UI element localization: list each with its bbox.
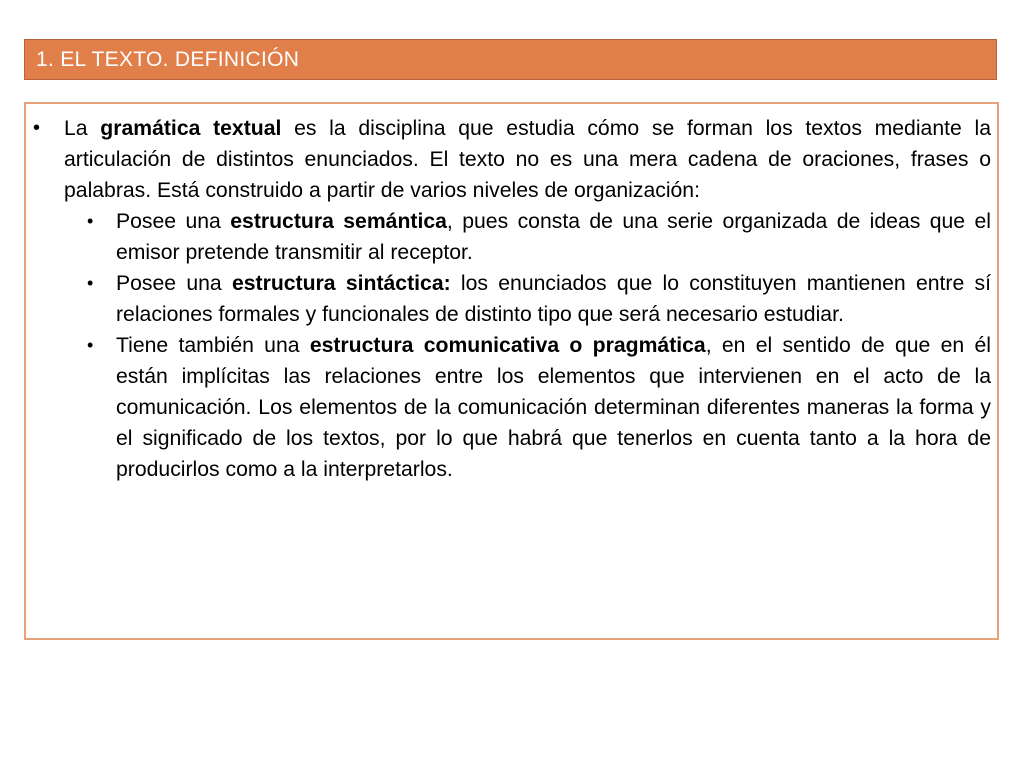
bullet-icon: • bbox=[87, 335, 94, 355]
content-box bbox=[24, 102, 999, 640]
sub-bullet bbox=[33, 330, 991, 485]
sub-paragraph bbox=[116, 206, 991, 268]
sub-intro: Tiene también una bbox=[116, 334, 310, 357]
title-bar bbox=[24, 39, 997, 80]
sub-bullet-list bbox=[33, 206, 991, 485]
sub-intro: Posee una bbox=[116, 210, 231, 233]
main-rest: es la disciplina que estudia cómo se forman los textos mediante la articulación de distintos enunciados. El texto no es una mera cadena de oraciones, frases o palabras. Está construido a partir de varios niveles de organización: bbox=[64, 117, 991, 202]
sub-bullet bbox=[33, 268, 991, 330]
sub-term: estructura sintáctica: bbox=[231, 272, 451, 295]
bullet-icon: • bbox=[87, 211, 94, 231]
main-paragraph bbox=[64, 113, 991, 206]
sub-paragraph bbox=[116, 330, 991, 485]
slide-title: 1. EL TEXTO. DEFINICIÓN bbox=[36, 48, 300, 71]
main-term: gramática textual bbox=[100, 117, 282, 140]
bullet-icon: • bbox=[33, 117, 41, 139]
sub-bullet bbox=[33, 206, 991, 268]
sub-rest: , pues consta de una serie organizada de ideas que el emisor pretende transmitir al receptor. bbox=[116, 210, 991, 264]
main-intro: La bbox=[64, 117, 101, 140]
sub-rest: , en el sentido de que en él están implícitas las relaciones entre los elementos que intervienen en el acto de la comunicación. Los elementos de la comunicación determinan diferentes maneras la forma y el significado de los textos, por lo que habrá que tenerlos en cuenta tanto a la hora de producirlos como a la interpretarlos. bbox=[116, 334, 991, 481]
sub-rest: los enunciados que lo constituyen mantienen entre sí relaciones formales y funcionales de distinto tipo que será necesario estudiar. bbox=[116, 272, 991, 326]
sub-paragraph bbox=[116, 268, 991, 330]
sub-intro: Posee una bbox=[116, 272, 232, 295]
sub-term: estructura comunicativa o pragmática bbox=[309, 334, 706, 357]
sub-term: estructura semántica bbox=[230, 210, 447, 233]
main-bullet bbox=[33, 113, 991, 485]
bullet-list bbox=[33, 113, 991, 485]
bullet-icon: • bbox=[87, 273, 94, 293]
